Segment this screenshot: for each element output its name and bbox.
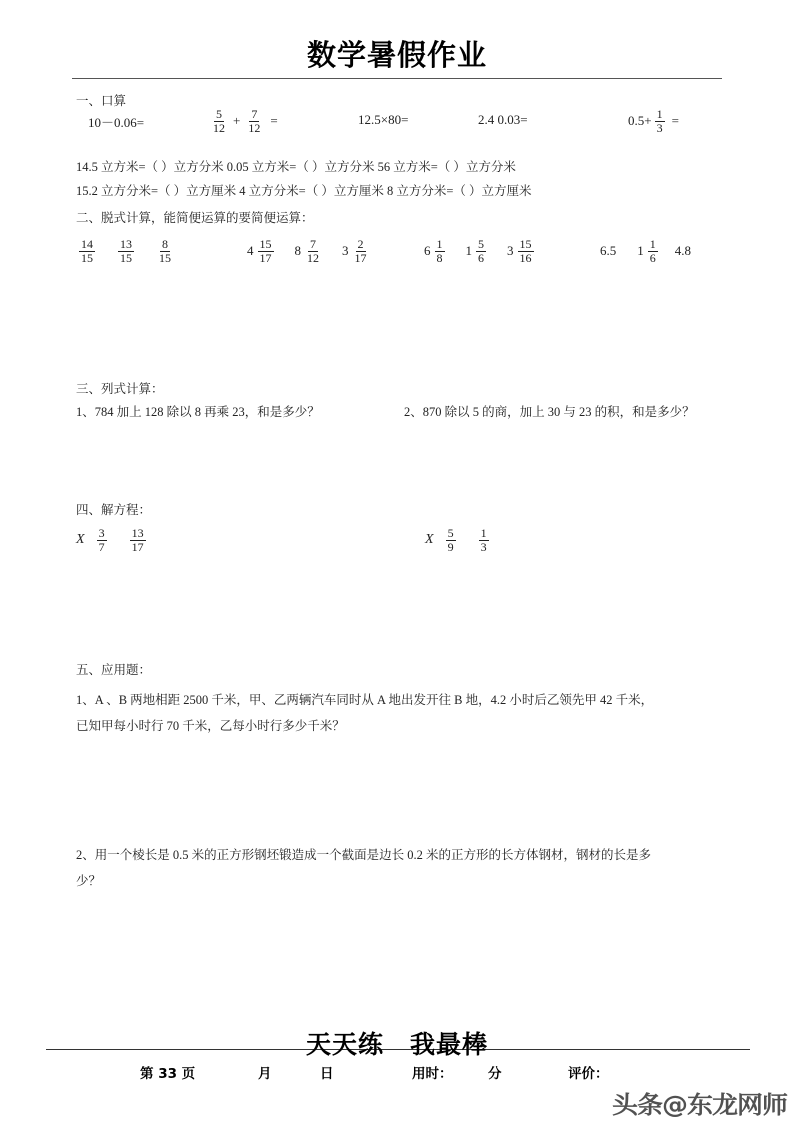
numerator: 13 (131, 526, 144, 540)
denominator: 15 (81, 250, 93, 265)
fraction (353, 238, 369, 265)
fraction (655, 108, 665, 135)
variable-x: X (425, 532, 434, 548)
whole-part: 8 (294, 243, 301, 259)
minutes-label: 分 (488, 1066, 502, 1082)
denominator: 17 (354, 250, 367, 265)
denominator: 15 (120, 250, 132, 265)
mixed-number (295, 238, 325, 265)
mixed-number (637, 238, 661, 265)
numerator: 2 (357, 237, 364, 251)
numerator: 15 (259, 237, 272, 251)
oral-problem-1-text: 10－0.06= (88, 115, 145, 130)
page-number-label: 第 33 页 (140, 1066, 196, 1082)
numerator: 1 (436, 237, 443, 251)
mixed-number (247, 238, 277, 265)
fraction (118, 238, 134, 265)
numerator: 5 (447, 526, 454, 540)
watermark: 头条@东龙网师 (612, 1092, 788, 1120)
equation-2 (425, 527, 492, 554)
numerator: 13 (120, 237, 132, 251)
oral-problem-4-text: 2.4 0.03= (478, 112, 528, 127)
word-problem-2-line-2: 少？ (76, 874, 102, 888)
oral-problem-3 (358, 112, 408, 128)
denominator: 3 (656, 120, 663, 135)
fraction (648, 238, 658, 265)
page-title: 数学暑假作业 (306, 38, 487, 72)
denominator: 17 (131, 539, 144, 554)
fraction (518, 238, 534, 265)
word-problem-2-line-1: 2、用一个棱长是 0.5 米的正方形钢坯锻造成一个截面是边长 0.2 米的正方形的长方体钢材，钢材的长是多 (76, 848, 652, 862)
oral-problem-5 (628, 108, 679, 135)
word-problem-1-line-1: 1、A 、B 两地相距 2500 千米，甲、乙两辆汽车同时从 A 地出发开往 B 地，4.2 小时后乙领先甲 42 千米， (76, 693, 654, 707)
numerator: 3 (98, 526, 105, 540)
written-calc-question-2: 2、870 除以 5 的商，加上 30 与 23 的积，和是多少？ (404, 405, 695, 419)
denominator: 7 (98, 539, 105, 554)
numerator: 8 (162, 237, 168, 251)
footer-fields (140, 1062, 700, 1082)
denominator: 12 (307, 250, 319, 265)
numerator: 15 (519, 237, 532, 251)
footer-slogan: 天天练 我最棒 (305, 1030, 488, 1059)
equals-sign: = (671, 113, 679, 129)
expression-4 (600, 238, 691, 265)
day-label: 日 (320, 1066, 334, 1082)
oral-problem-3-text: 12.5×80= (358, 112, 409, 127)
expression-2 (243, 238, 376, 265)
whole-part: 3 (507, 243, 514, 259)
oral-problem-2 (208, 108, 278, 135)
fraction (479, 527, 489, 554)
mixed-number (424, 238, 448, 265)
numerator: 1 (480, 526, 487, 540)
section-4-heading: 四、解方程： (76, 503, 152, 517)
denominator: 9 (447, 539, 454, 554)
fraction (258, 238, 274, 265)
denominator: 15 (159, 250, 171, 265)
section-1-heading: 一、口算 (76, 94, 127, 108)
denominator: 6 (478, 250, 484, 265)
time-used-label: 用时： (412, 1066, 453, 1082)
numerator: 1 (649, 237, 656, 251)
numerator: 7 (310, 237, 316, 251)
decimal-value: 6.5 (600, 243, 617, 259)
fraction (157, 238, 173, 265)
month-label: 月 (258, 1066, 272, 1082)
operator: + (233, 113, 241, 129)
numerator: 14 (81, 237, 93, 251)
evaluation-label: 评价： (568, 1066, 609, 1082)
numerator: 5 (478, 237, 484, 251)
fraction (130, 527, 146, 554)
whole-part: 1 (465, 243, 472, 259)
denominator: 12 (213, 120, 225, 135)
denominator: 6 (649, 250, 656, 265)
denominator: 12 (248, 120, 261, 135)
expression-1 (76, 238, 176, 265)
section-5-heading: 五、应用题： (76, 663, 152, 677)
oral-problem-1 (88, 112, 144, 131)
denominator: 8 (436, 250, 443, 265)
denominator: 16 (519, 250, 532, 265)
equals-sign: = (270, 113, 278, 129)
whole-part: 6 (424, 243, 431, 259)
unit-conversion-row-1: 14.5 立方米=（ ）立方分米 0.05 立方米=（ ）立方分米 56 立方米=（ ）立方分米 (76, 160, 516, 174)
fraction (246, 108, 262, 135)
equation-1 (76, 527, 149, 554)
numerator: 5 (216, 107, 222, 121)
decimal-value: 4.8 (674, 243, 691, 259)
oral-problem-4 (478, 112, 528, 128)
fraction (476, 238, 486, 265)
denominator: 17 (259, 250, 272, 265)
header-divider (72, 78, 722, 79)
oral-problem-5-lead: 0.5+ (628, 113, 652, 129)
denominator: 3 (480, 539, 487, 554)
fraction (435, 238, 445, 265)
section-3-heading: 三、列式计算： (76, 382, 164, 396)
section-2-heading: 二、脱式计算，能简便运算的要简便运算： (76, 211, 314, 225)
word-problem-1-line-2: 已知甲每小时行 70 千米，乙每小时行多少千米？ (76, 719, 345, 733)
numerator: 7 (251, 107, 258, 121)
whole-part: 3 (342, 243, 349, 259)
mixed-number (507, 238, 537, 265)
written-calc-question-1: 1、784 加上 128 除以 8 再乘 23，和是多少？ (76, 405, 320, 419)
mixed-number (342, 238, 372, 265)
whole-part: 4 (247, 243, 254, 259)
fraction (211, 108, 227, 135)
expression-3 (420, 238, 541, 265)
numerator: 1 (656, 107, 663, 121)
fraction (305, 238, 321, 265)
unit-conversion-row-2: 15.2 立方分米=（ ）立方厘米 4 立方分米=（ ）立方厘米 8 立方分米=（ ）立方厘米 (76, 184, 532, 198)
fraction (97, 527, 107, 554)
fraction (446, 527, 456, 554)
fraction (79, 238, 95, 265)
variable-x: X (76, 532, 85, 548)
whole-part: 1 (637, 243, 644, 259)
mixed-number (466, 238, 490, 265)
